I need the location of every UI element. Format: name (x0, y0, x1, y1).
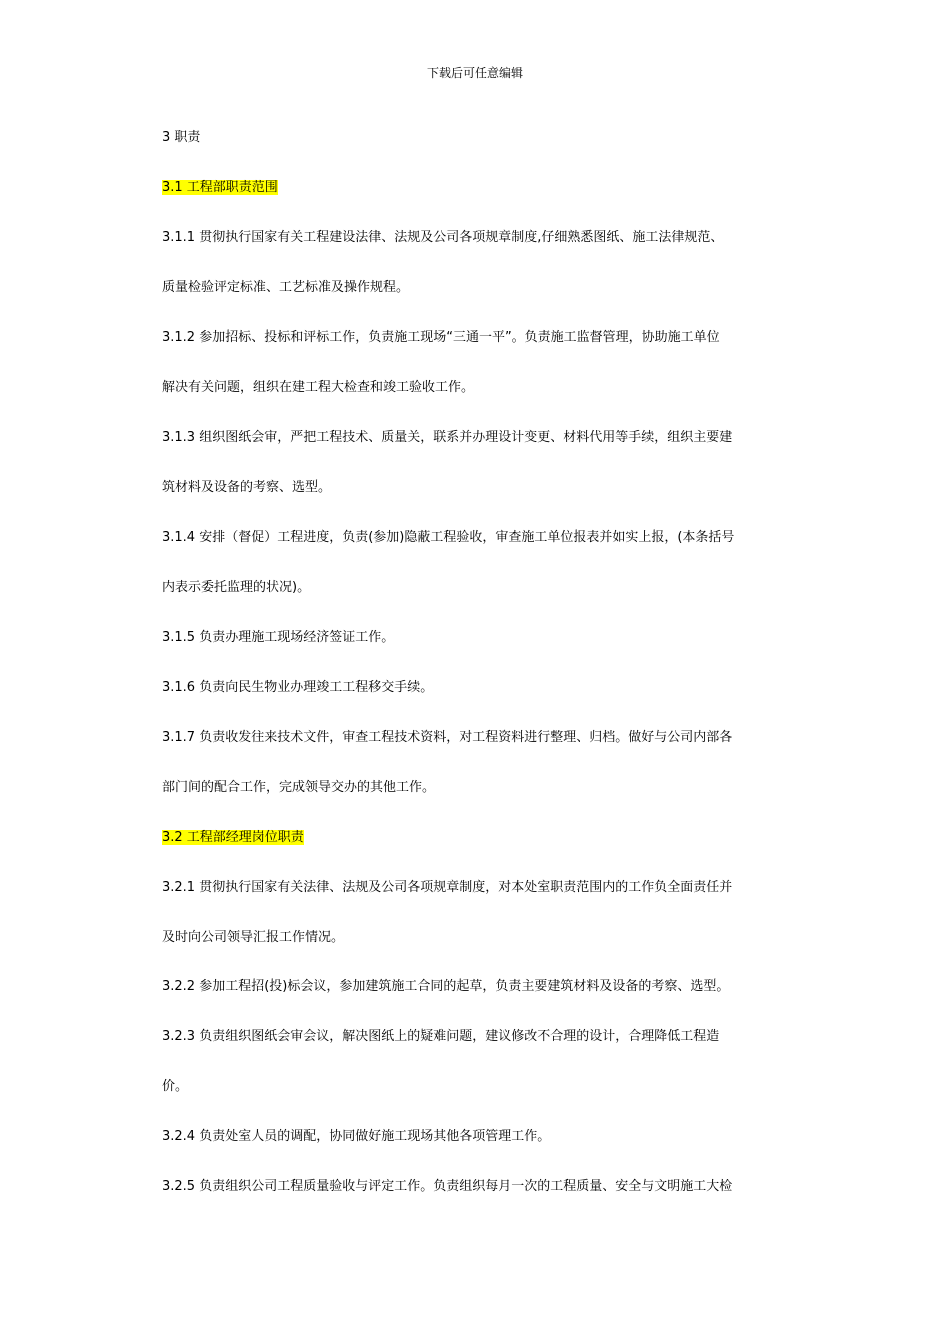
paragraph-line (162, 1077, 188, 1097)
paragraph-line (162, 328, 720, 348)
line-text: 3.1.2 参加招标、投标和评标工作，负责施工现场“三通一平”。负责施工监督管理，协助施工单位 (162, 330, 720, 345)
paragraph-line (162, 928, 344, 948)
line-text: 3.1.3 组织图纸会审，严把工程技术、质量关，联系并办理设计变更、材料代用等手续，组织主要建 (162, 430, 733, 445)
highlighted-heading: 3.1 工程部职责范围 (162, 180, 278, 195)
paragraph-line (162, 878, 732, 898)
paragraph-line (162, 428, 732, 448)
paragraph-line (162, 1027, 719, 1047)
line-text: 3.2.4 负责处室人员的调配，协同做好施工现场其他各项管理工作。 (162, 1129, 551, 1144)
line-text: 价。 (162, 1079, 189, 1094)
page-header: 下载后可任意编辑 (426, 66, 523, 80)
paragraph-line (162, 278, 409, 298)
paragraph-line (162, 1177, 732, 1197)
highlighted-heading: 3.2 工程部经理岗位职责 (162, 830, 304, 845)
line-text: 解决有关问题，组织在建工程大检查和竣工验收工作。 (162, 380, 475, 395)
line-text: 部门间的配合工作，完成领导交办的其他工作。 (162, 780, 436, 795)
line-text: 内表示委托监理的状况)。 (162, 580, 311, 595)
line-text: 3.1.5 负责办理施工现场经济签证工作。 (162, 630, 395, 645)
line-text: 3.1.4 安排（督促）工程进度，负责(参加)隐蔽工程验收，审查施工单位报表并如实上报，(本条括号 (162, 530, 735, 545)
paragraph-line (162, 578, 310, 598)
paragraph-line (162, 378, 474, 398)
paragraph-line (162, 478, 331, 498)
paragraph-line (162, 1127, 550, 1147)
line-text: 及时向公司领导汇报工作情况。 (162, 930, 345, 945)
subsection-heading (162, 828, 304, 848)
paragraph-line (162, 628, 394, 648)
paragraph-line (162, 728, 732, 748)
paragraph-line (162, 228, 723, 248)
section-heading (162, 128, 200, 148)
line-text: 筑材料及设备的考察、选型。 (162, 480, 332, 495)
line-text: 3.2.5 负责组织公司工程质量验收与评定工作。负责组织每月一次的工程质量、安全与文明施工大检 (162, 1179, 733, 1194)
line-text: 3 职责 (162, 130, 201, 145)
paragraph-line (162, 977, 729, 997)
subsection-heading (162, 178, 278, 198)
line-text: 3.2.3 负责组织图纸会审会议，解决图纸上的疑难问题，建议修改不合理的设计，合理降低工程造 (162, 1029, 720, 1044)
line-text: 3.1.1 贯彻执行国家有关工程建设法律、法规及公司各项规章制度,仔细熟悉图纸、施工法律规范、 (162, 230, 724, 245)
paragraph-line (162, 678, 433, 698)
line-text: 3.1.7 负责收发往来技术文件，审查工程技术资料，对工程资料进行整理、归档。做好与公司内部各 (162, 730, 733, 745)
paragraph-line (162, 528, 734, 548)
line-text: 3.2.2 参加工程招(投)标会议，参加建筑施工合同的起草，负责主要建筑材料及设备的考察、选型。 (162, 979, 730, 994)
line-text: 质量检验评定标准、工艺标准及操作规程。 (162, 280, 410, 295)
paragraph-line (162, 778, 435, 798)
line-text: 3.1.6 负责向民生物业办理竣工工程移交手续。 (162, 680, 434, 695)
line-text: 3.2.1 贯彻执行国家有关法律、法规及公司各项规章制度，对本处室职责范围内的工作负全面责任并 (162, 880, 733, 895)
